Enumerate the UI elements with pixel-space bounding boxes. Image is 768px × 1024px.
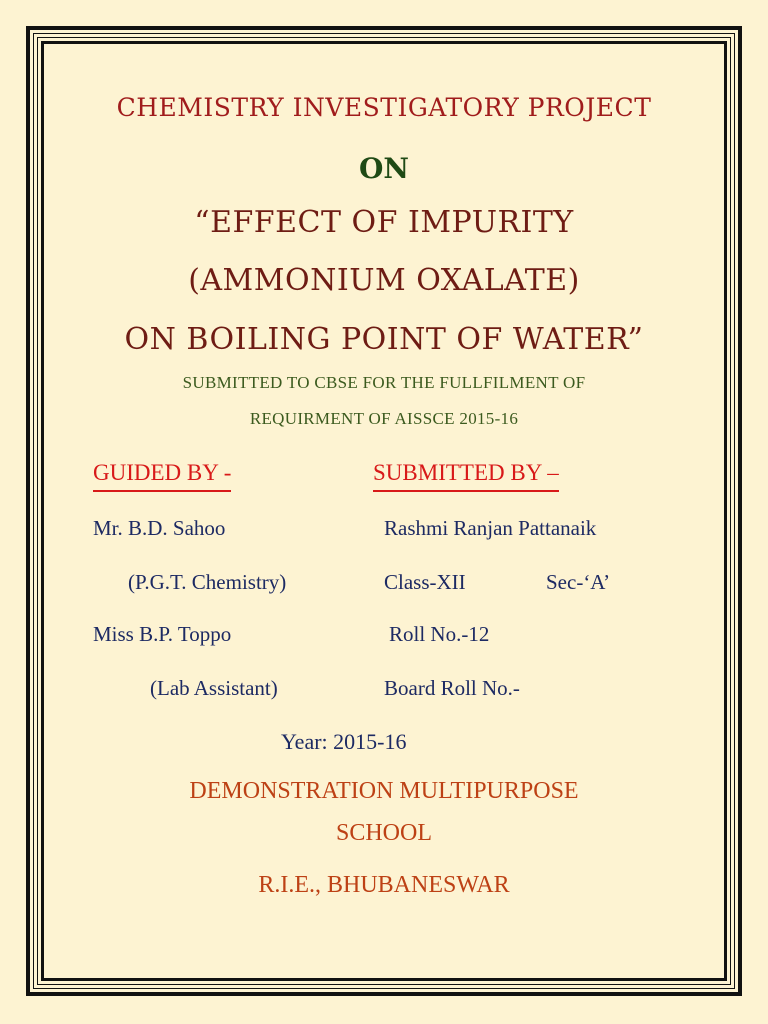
- submission-line-1: SUBMITTED TO CBSE FOR THE FULLFILMENT OF: [182, 373, 586, 392]
- student-roll: Roll No.-12: [389, 622, 490, 646]
- guide2-name: Miss B.P. Toppo: [93, 622, 232, 646]
- submission-line-2: REQUIRMENT OF AISSCE 2015-16: [249, 409, 519, 428]
- project-title: CHEMISTRY INVESTIGATORY PROJECT: [116, 93, 652, 122]
- school-name-line-1: DEMONSTRATION MULTIPURPOSE: [189, 778, 579, 804]
- student-board-roll: Board Roll No.-: [384, 676, 520, 700]
- school-name-line-2: SCHOOL: [335, 820, 432, 846]
- guide1-name: Mr. B.D. Sahoo: [93, 516, 226, 540]
- school-location: R.I.E., BHUBANESWAR: [258, 872, 510, 898]
- guide2-role: (Lab Assistant): [150, 676, 278, 700]
- topic-line-2: (AMMONIUM OXALATE): [188, 263, 580, 298]
- guided-by-heading: GUIDED BY -: [93, 460, 231, 492]
- student-class: Class-XII: [384, 570, 466, 594]
- submitted-by-heading: SUBMITTED BY –: [373, 460, 559, 492]
- topic-line-1: “EFFECT OF IMPURITY: [194, 205, 574, 240]
- year: Year: 2015-16: [281, 729, 407, 754]
- guide1-role: (P.G.T. Chemistry): [128, 570, 287, 594]
- student-section: Sec-‘A’: [546, 570, 611, 594]
- title-on: ON: [359, 152, 409, 185]
- topic-line-3: ON BOILING POINT OF WATER”: [124, 322, 644, 357]
- student-name: Rashmi Ranjan Pattanaik: [384, 516, 597, 540]
